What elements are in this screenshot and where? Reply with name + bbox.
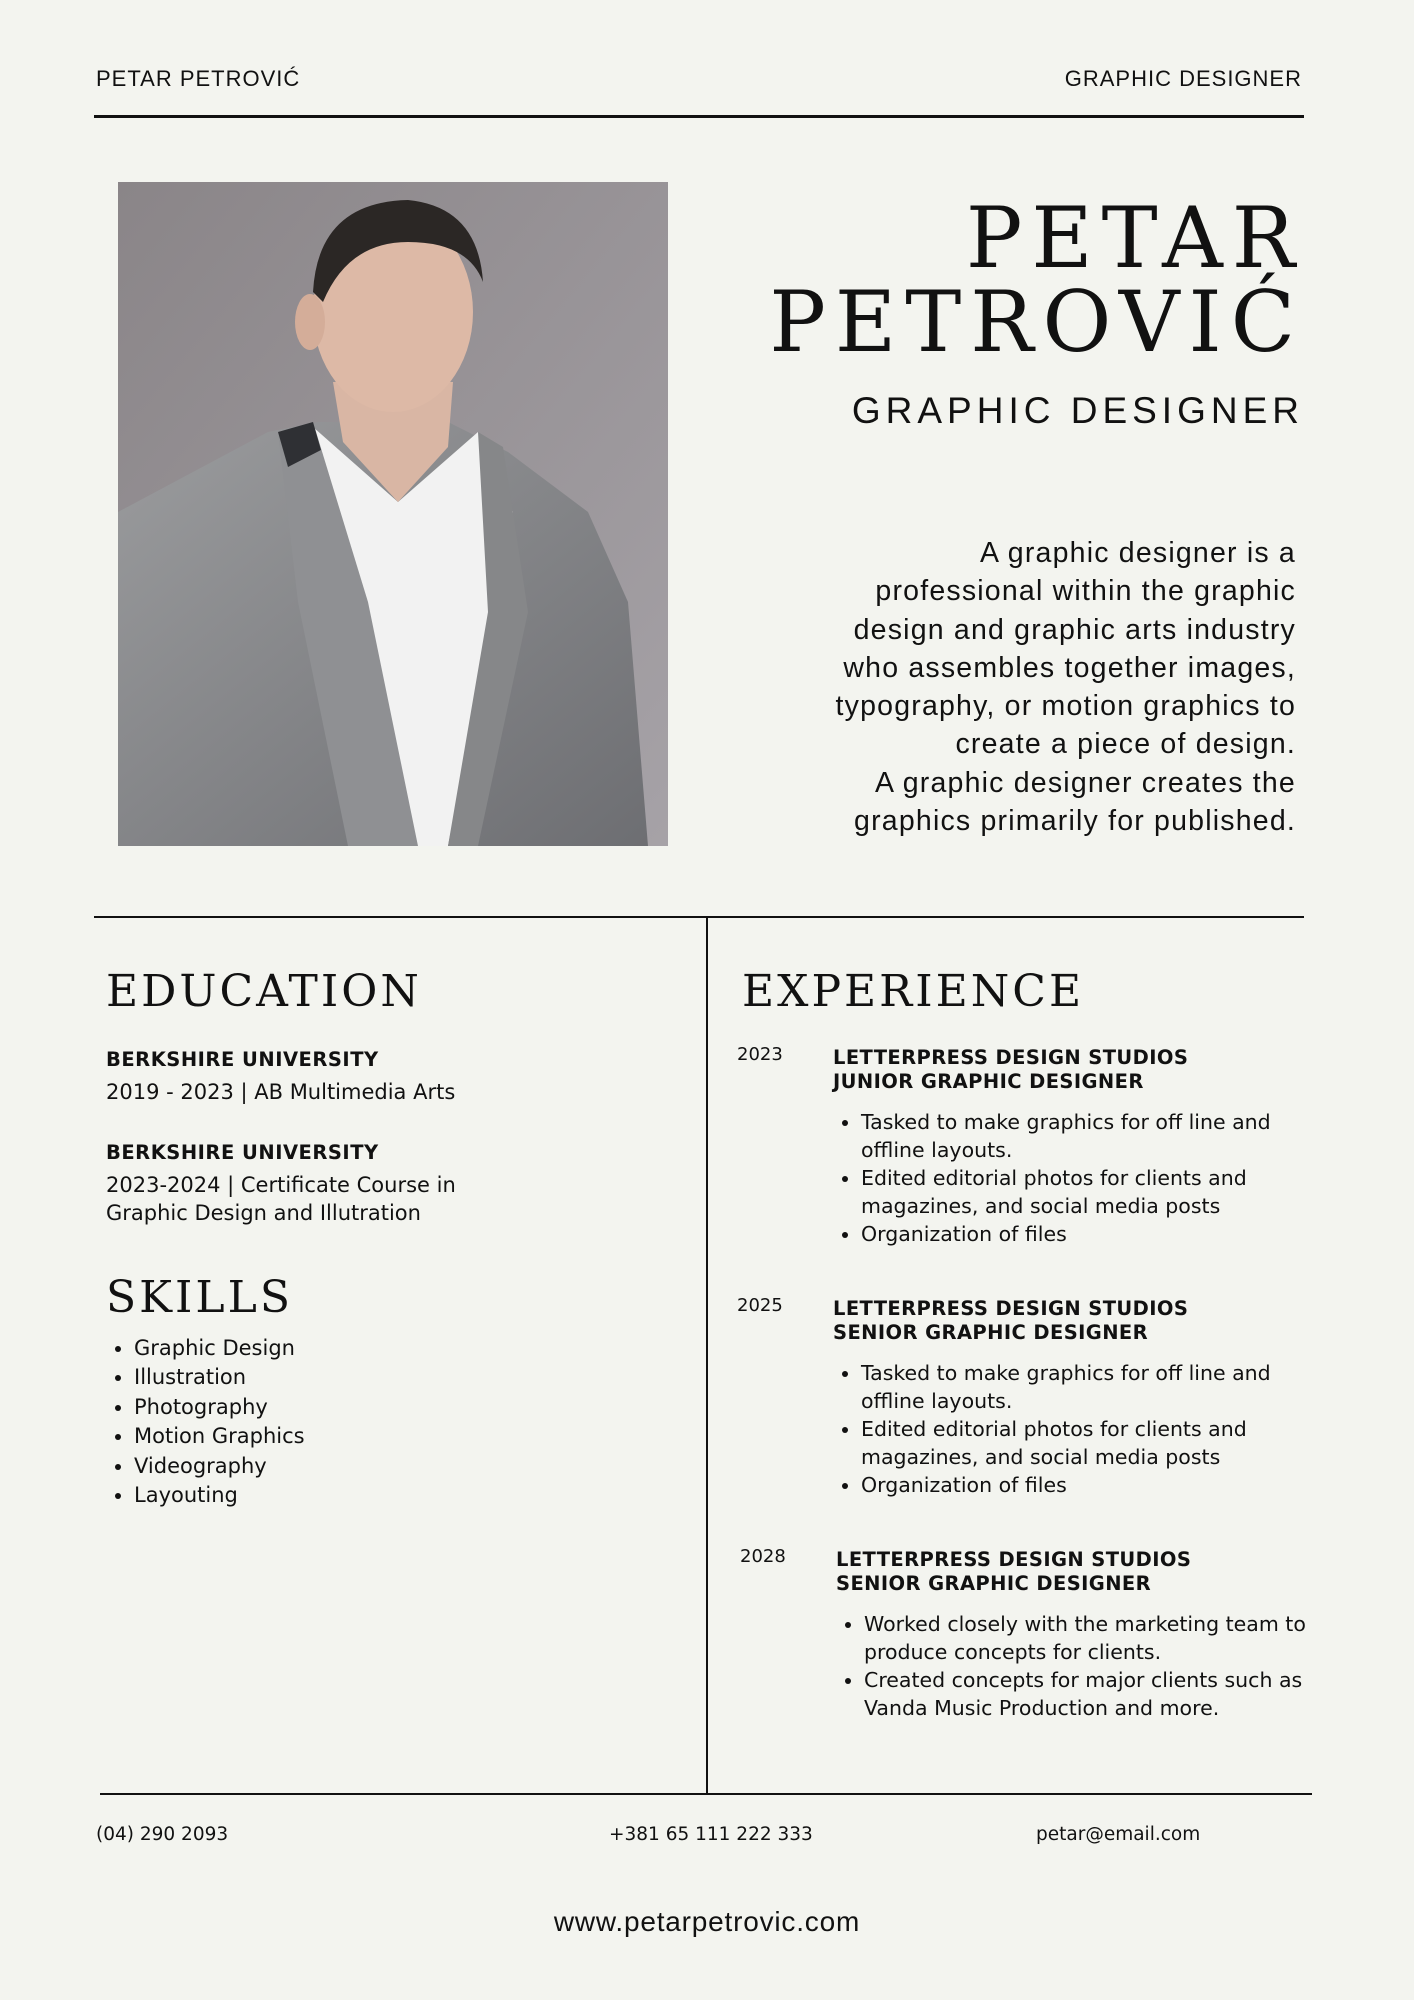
experience-role: SENIOR GRAPHIC DESIGNER: [836, 1572, 1152, 1595]
experience-title: EXPERIENCE: [742, 966, 1085, 1017]
hero-name-line1: PETAR: [965, 189, 1304, 287]
experience-year: 2023: [737, 1044, 783, 1065]
contact-mobile[interactable]: +381 65 111 222 333: [609, 1824, 813, 1845]
header-role: GRAPHIC DESIGNER: [1064, 66, 1302, 91]
summary-line: design and graphic arts industry: [853, 613, 1296, 646]
experience-bullets: [833, 1108, 1303, 1248]
experience-entry: [836, 1548, 1306, 1722]
education-school: BERKSHIRE UNIVERSITY: [106, 1141, 379, 1164]
hero-name-line2: PETROVIĆ: [769, 273, 1304, 371]
website-link[interactable]: www.petarpetrovic.com: [553, 1906, 861, 1937]
header-name: PETAR PETROVIĆ: [96, 66, 301, 91]
experience-bullet: • Created concepts for major clients such as Vanda Music Production and more.: [864, 1666, 1306, 1722]
footer-divider: [100, 1793, 1312, 1795]
summary-paragraph: [736, 534, 1296, 840]
skill-item: • Illustration: [134, 1363, 305, 1392]
experience-entry: [833, 1297, 1303, 1499]
skills-title: SKILLS: [106, 1272, 293, 1323]
education-school: BERKSHIRE UNIVERSITY: [106, 1048, 379, 1071]
experience-bullets: [833, 1359, 1303, 1499]
skill-item: • Photography: [134, 1393, 305, 1422]
education-detail: 2019 - 2023 | AB Multimedia Arts: [106, 1080, 456, 1104]
summary-line: graphics primarily for published.: [854, 805, 1296, 838]
skill-item: • Layouting: [134, 1481, 305, 1510]
skill-item: • Graphic Design: [134, 1334, 305, 1363]
experience-bullets: [836, 1610, 1306, 1722]
section-divider: [94, 916, 1304, 918]
experience-bullet: • Edited editorial photos for clients and magazines, and social media posts: [861, 1164, 1303, 1220]
experience-entry: [833, 1046, 1303, 1248]
summary-line: who assembles together images,: [843, 651, 1296, 684]
education-detail: 2023-2024 | Certificate Course in Graphic Design and Illutration: [106, 1173, 456, 1225]
experience-company: LETTERPRESS DESIGN STUDIOS: [833, 1046, 1189, 1069]
summary-line: A graphic designer is a: [980, 537, 1296, 569]
experience-bullet: • Worked closely with the marketing team to produce concepts for clients.: [864, 1610, 1306, 1666]
experience-bullet: • Organization of files: [861, 1220, 1303, 1248]
hero-name: [769, 189, 1304, 371]
summary-line: create a piece of design.: [955, 728, 1296, 761]
hero-title: GRAPHIC DESIGNER: [851, 390, 1304, 431]
summary-line: A graphic designer creates the: [875, 766, 1296, 799]
header-divider: [94, 115, 1304, 118]
skill-item: • Motion Graphics: [134, 1422, 305, 1451]
summary-line: professional within the graphic: [875, 575, 1296, 608]
experience-year: 2028: [740, 1546, 786, 1567]
contact-email[interactable]: petar@email.com: [1036, 1824, 1201, 1845]
experience-bullet: • Tasked to make graphics for off line and offline layouts.: [861, 1108, 1303, 1164]
experience-year: 2025: [737, 1295, 783, 1316]
skills-list: [106, 1334, 305, 1510]
profile-photo: [118, 182, 668, 846]
education-title: EDUCATION: [106, 966, 422, 1017]
column-divider: [706, 916, 708, 1794]
experience-bullet: • Edited editorial photos for clients and magazines, and social media posts: [861, 1415, 1303, 1471]
contact-phone[interactable]: (04) 290 2093: [96, 1824, 229, 1845]
experience-role: JUNIOR GRAPHIC DESIGNER: [833, 1070, 1144, 1093]
experience-bullet: • Tasked to make graphics for off line and offline layouts.: [861, 1359, 1303, 1415]
experience-bullet: • Organization of files: [861, 1471, 1303, 1499]
summary-line: typography, or motion graphics to: [835, 690, 1296, 723]
experience-company: LETTERPRESS DESIGN STUDIOS: [836, 1548, 1192, 1571]
experience-role: SENIOR GRAPHIC DESIGNER: [833, 1321, 1149, 1344]
experience-company: LETTERPRESS DESIGN STUDIOS: [833, 1297, 1189, 1320]
skill-item: • Videography: [134, 1452, 305, 1481]
